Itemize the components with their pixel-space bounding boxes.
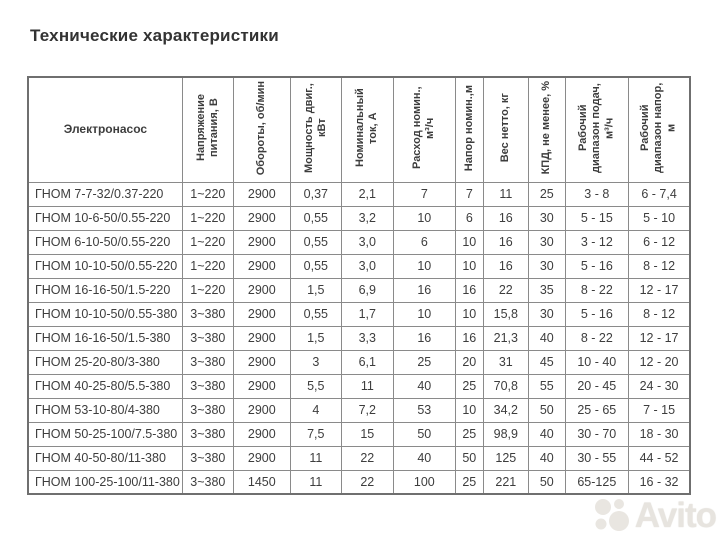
value-cell: 8 - 22: [565, 278, 628, 302]
value-cell: 98,9: [483, 422, 528, 446]
pump-model-cell: ГНОМ 10-10-50/0.55-380: [28, 302, 182, 326]
column-header-8: [528, 77, 565, 182]
value-cell: 30: [528, 230, 565, 254]
value-cell: 50: [528, 470, 565, 494]
column-header-4: [341, 77, 393, 182]
value-cell: 16: [455, 326, 483, 350]
value-cell: 20: [455, 350, 483, 374]
value-cell: 2900: [233, 446, 290, 470]
pump-model-cell: ГНОМ 53-10-80/4-380: [28, 398, 182, 422]
value-cell: 3~380: [182, 470, 233, 494]
value-cell: 7 - 15: [628, 398, 690, 422]
value-cell: 35: [528, 278, 565, 302]
value-cell: 25: [455, 374, 483, 398]
value-cell: 1,5: [290, 278, 341, 302]
table-row: [28, 398, 690, 422]
pump-model-cell: ГНОМ 50-25-100/7.5-380: [28, 422, 182, 446]
value-cell: 34,2: [483, 398, 528, 422]
table-row: [28, 350, 690, 374]
value-cell: 0,37: [290, 182, 341, 206]
value-cell: 5 - 15: [565, 206, 628, 230]
value-cell: 70,8: [483, 374, 528, 398]
pump-model-cell: ГНОМ 16-16-50/1.5-380: [28, 326, 182, 350]
value-cell: 16: [393, 278, 455, 302]
value-cell: 221: [483, 470, 528, 494]
column-header-9: [565, 77, 628, 182]
column-header-7: [483, 77, 528, 182]
value-cell: 45: [528, 350, 565, 374]
table-row: [28, 470, 690, 494]
table-row: [28, 230, 690, 254]
spec-table-header: [28, 77, 690, 182]
value-cell: 3,3: [341, 326, 393, 350]
value-cell: 1,7: [341, 302, 393, 326]
column-header-2: [233, 77, 290, 182]
value-cell: 11: [290, 446, 341, 470]
value-cell: 11: [290, 470, 341, 494]
column-header-5: [393, 77, 455, 182]
value-cell: 21,3: [483, 326, 528, 350]
value-cell: 40: [528, 422, 565, 446]
column-header-label: Рабочий диапазон подач, м³/ч: [577, 83, 616, 173]
value-cell: 3~380: [182, 446, 233, 470]
value-cell: 0,55: [290, 254, 341, 278]
table-row: [28, 326, 690, 350]
column-header-6: [455, 77, 483, 182]
pump-model-cell: ГНОМ 40-50-80/11-380: [28, 446, 182, 470]
value-cell: 3~380: [182, 326, 233, 350]
value-cell: 2900: [233, 350, 290, 374]
value-cell: 3,2: [341, 206, 393, 230]
value-cell: 65-125: [565, 470, 628, 494]
value-cell: 12 - 17: [628, 278, 690, 302]
value-cell: 10: [455, 230, 483, 254]
value-cell: 12 - 17: [628, 326, 690, 350]
value-cell: 50: [528, 398, 565, 422]
value-cell: 30: [528, 302, 565, 326]
value-cell: 2900: [233, 326, 290, 350]
value-cell: 30: [528, 254, 565, 278]
table-row: [28, 422, 690, 446]
value-cell: 10 - 40: [565, 350, 628, 374]
value-cell: 16: [483, 254, 528, 278]
value-cell: 2900: [233, 254, 290, 278]
value-cell: 2900: [233, 182, 290, 206]
value-cell: 40: [528, 446, 565, 470]
pump-model-cell: ГНОМ 100-25-100/11-380: [28, 470, 182, 494]
pump-model-cell: ГНОМ 16-16-50/1.5-220: [28, 278, 182, 302]
value-cell: 125: [483, 446, 528, 470]
table-row: [28, 182, 690, 206]
value-cell: 10: [455, 398, 483, 422]
value-cell: 8 - 12: [628, 254, 690, 278]
column-header-label: Расход номин., м³/ч: [411, 86, 437, 170]
value-cell: 5 - 16: [565, 254, 628, 278]
value-cell: 50: [393, 422, 455, 446]
value-cell: 6: [455, 206, 483, 230]
value-cell: 6 - 7,4: [628, 182, 690, 206]
value-cell: 18 - 30: [628, 422, 690, 446]
avito-watermark: [592, 497, 716, 533]
table-row: [28, 254, 690, 278]
column-header-label: Напряжение питания, В: [194, 94, 220, 162]
value-cell: 50: [455, 446, 483, 470]
value-cell: 7,5: [290, 422, 341, 446]
value-cell: 3 - 8: [565, 182, 628, 206]
value-cell: 2,1: [341, 182, 393, 206]
value-cell: 3~380: [182, 374, 233, 398]
value-cell: 1450: [233, 470, 290, 494]
value-cell: 22: [341, 470, 393, 494]
column-header-label: Обороты, об/мин: [255, 80, 268, 176]
value-cell: 25: [393, 350, 455, 374]
value-cell: 2900: [233, 374, 290, 398]
value-cell: 11: [341, 374, 393, 398]
column-header-label: Мощность двиг., кВт: [302, 83, 328, 173]
column-header-0: [28, 77, 182, 182]
value-cell: 3~380: [182, 422, 233, 446]
table-row: [28, 302, 690, 326]
column-header-1: [182, 77, 233, 182]
value-cell: 31: [483, 350, 528, 374]
value-cell: 2900: [233, 398, 290, 422]
value-cell: 6 - 12: [628, 230, 690, 254]
table-row: [28, 206, 690, 230]
column-header-label: Вес нетто, кг: [499, 93, 512, 163]
value-cell: 16: [393, 326, 455, 350]
pump-model-cell: ГНОМ 7-7-32/0.37-220: [28, 182, 182, 206]
value-cell: 6,9: [341, 278, 393, 302]
value-cell: 44 - 52: [628, 446, 690, 470]
value-cell: 10: [393, 302, 455, 326]
column-header-10: [628, 77, 690, 182]
value-cell: 1~220: [182, 230, 233, 254]
value-cell: 15,8: [483, 302, 528, 326]
value-cell: 100: [393, 470, 455, 494]
value-cell: 16: [483, 230, 528, 254]
table-row: [28, 446, 690, 470]
value-cell: 3,0: [341, 230, 393, 254]
value-cell: 2900: [233, 302, 290, 326]
value-cell: 16 - 32: [628, 470, 690, 494]
value-cell: 25: [528, 182, 565, 206]
value-cell: 5 - 16: [565, 302, 628, 326]
column-header-label: Номинальный ток, А: [354, 88, 380, 168]
value-cell: 55: [528, 374, 565, 398]
header-row: [28, 77, 690, 182]
value-cell: 15: [341, 422, 393, 446]
pump-model-cell: ГНОМ 10-6-50/0.55-220: [28, 206, 182, 230]
value-cell: 1~220: [182, 206, 233, 230]
value-cell: 5 - 10: [628, 206, 690, 230]
value-cell: 25: [455, 470, 483, 494]
value-cell: 8 - 12: [628, 302, 690, 326]
value-cell: 2900: [233, 230, 290, 254]
value-cell: 3: [290, 350, 341, 374]
value-cell: 16: [483, 206, 528, 230]
value-cell: 3~380: [182, 350, 233, 374]
value-cell: 30 - 55: [565, 446, 628, 470]
pump-model-cell: ГНОМ 40-25-80/5.5-380: [28, 374, 182, 398]
value-cell: 25: [455, 422, 483, 446]
avito-watermark-text: Avito: [634, 495, 716, 535]
value-cell: 3,0: [341, 254, 393, 278]
value-cell: 3~380: [182, 302, 233, 326]
value-cell: 2900: [233, 278, 290, 302]
pump-model-cell: ГНОМ 25-20-80/3-380: [28, 350, 182, 374]
value-cell: 30 - 70: [565, 422, 628, 446]
pump-model-cell: ГНОМ 6-10-50/0.55-220: [28, 230, 182, 254]
value-cell: 24 - 30: [628, 374, 690, 398]
value-cell: 0,55: [290, 302, 341, 326]
value-cell: 7,2: [341, 398, 393, 422]
value-cell: 1~220: [182, 278, 233, 302]
value-cell: 2900: [233, 206, 290, 230]
value-cell: 3 - 12: [565, 230, 628, 254]
value-cell: 10: [455, 254, 483, 278]
column-header-label: Электронасос: [63, 121, 148, 136]
column-header-label: Рабочий диапазон напор, м: [639, 82, 678, 174]
value-cell: 11: [483, 182, 528, 206]
spec-table-body: [28, 182, 690, 494]
column-header-3: [290, 77, 341, 182]
value-cell: 25 - 65: [565, 398, 628, 422]
column-header-label: Напор номин.,м: [462, 84, 475, 172]
value-cell: 16: [455, 278, 483, 302]
value-cell: 53: [393, 398, 455, 422]
value-cell: 22: [341, 446, 393, 470]
value-cell: 40: [393, 374, 455, 398]
value-cell: 7: [393, 182, 455, 206]
table-row: [28, 278, 690, 302]
pump-model-cell: ГНОМ 10-10-50/0.55-220: [28, 254, 182, 278]
value-cell: 30: [528, 206, 565, 230]
value-cell: 4: [290, 398, 341, 422]
spec-table: [27, 76, 691, 495]
value-cell: 20 - 45: [565, 374, 628, 398]
value-cell: 40: [393, 446, 455, 470]
value-cell: 3~380: [182, 398, 233, 422]
value-cell: 2900: [233, 422, 290, 446]
value-cell: 6,1: [341, 350, 393, 374]
avito-logo-icon: [592, 497, 630, 533]
value-cell: 6: [393, 230, 455, 254]
value-cell: 1,5: [290, 326, 341, 350]
column-header-label: КПД, не менее, %: [540, 81, 553, 175]
value-cell: 8 - 22: [565, 326, 628, 350]
value-cell: 0,55: [290, 206, 341, 230]
value-cell: 10: [393, 254, 455, 278]
value-cell: 10: [455, 302, 483, 326]
value-cell: 7: [455, 182, 483, 206]
value-cell: 0,55: [290, 230, 341, 254]
value-cell: 1~220: [182, 182, 233, 206]
value-cell: 10: [393, 206, 455, 230]
page-title: Технические характеристики: [30, 26, 279, 45]
value-cell: 22: [483, 278, 528, 302]
value-cell: 1~220: [182, 254, 233, 278]
value-cell: 12 - 20: [628, 350, 690, 374]
value-cell: 5,5: [290, 374, 341, 398]
value-cell: 40: [528, 326, 565, 350]
table-row: [28, 374, 690, 398]
